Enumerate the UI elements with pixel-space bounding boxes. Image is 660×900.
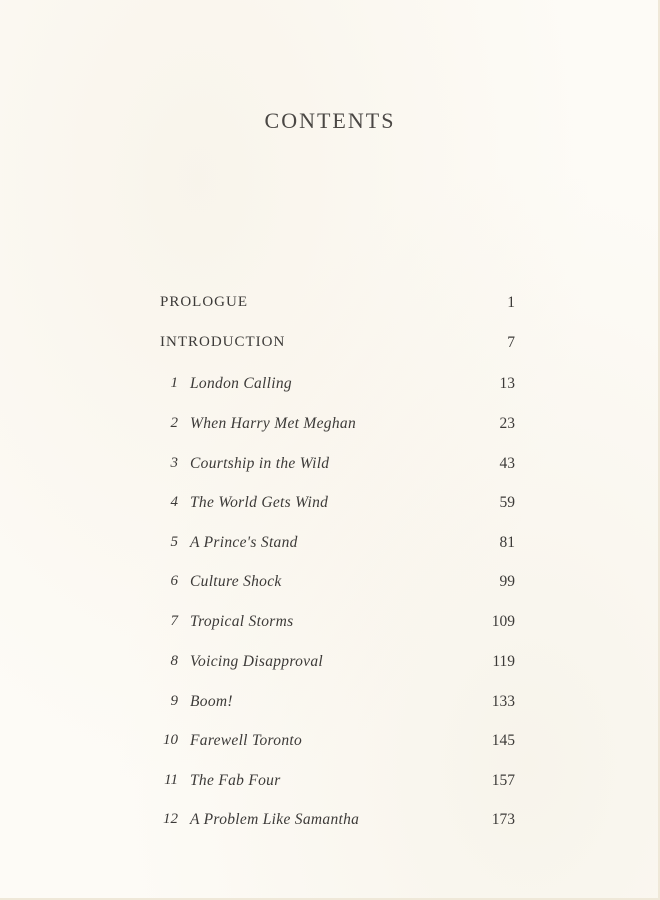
toc-entry-chapter-2 (160, 413, 520, 437)
chapter-number: 7 (170, 613, 178, 629)
entry-title: PROLOGUE (160, 294, 249, 310)
entry-page-number: 1 (507, 294, 515, 311)
toc-entry-chapter-9 (160, 691, 520, 715)
chapter-title: When Harry Met Meghan (190, 415, 356, 432)
chapter-number: 11 (164, 772, 178, 788)
entry-page-number: 119 (492, 653, 515, 670)
chapter-title: London Calling (190, 375, 292, 392)
chapter-title: Voicing Disapproval (190, 653, 323, 670)
toc-entry-introduction (160, 332, 520, 356)
entry-page-number: 43 (499, 455, 515, 472)
chapter-title: A Problem Like Samantha (190, 811, 360, 828)
toc-entry-chapter-11 (160, 770, 520, 794)
entry-page-number: 23 (499, 415, 515, 432)
contents-heading: CONTENTS (264, 108, 396, 133)
chapter-number: 4 (170, 494, 178, 510)
chapter-number: 10 (163, 732, 178, 748)
chapter-title: Culture Shock (190, 573, 282, 590)
chapter-number: 1 (170, 375, 178, 391)
entry-page-number: 81 (499, 534, 515, 551)
chapter-number: 6 (170, 573, 178, 589)
entry-page-number: 7 (507, 334, 515, 351)
entry-title: INTRODUCTION (160, 334, 286, 350)
toc-entry-chapter-10 (160, 730, 520, 754)
entry-page-number: 145 (491, 732, 515, 749)
entry-page-number: 133 (491, 693, 515, 710)
chapter-number: 3 (170, 455, 178, 471)
chapter-number: 12 (163, 811, 178, 827)
chapter-number: 2 (170, 415, 178, 431)
chapter-title: The Fab Four (190, 772, 281, 789)
entry-page-number: 13 (499, 375, 515, 392)
chapter-title: Boom! (190, 693, 233, 710)
entry-page-number: 109 (491, 613, 515, 630)
entry-page-number: 157 (491, 772, 515, 789)
entry-page-number: 173 (491, 811, 515, 828)
toc-entry-chapter-8 (160, 651, 520, 675)
toc-entry-chapter-7 (160, 611, 520, 635)
toc-entry-chapter-6 (160, 571, 520, 595)
entry-page-number: 59 (499, 494, 515, 511)
chapter-title: Farewell Toronto (190, 732, 303, 749)
chapter-number: 9 (170, 693, 178, 709)
entry-page-number: 99 (499, 573, 515, 590)
toc-entry-chapter-5 (160, 532, 520, 556)
toc-entry-chapter-1 (160, 373, 520, 397)
toc-entry-chapter-3 (160, 453, 520, 477)
toc-entry-chapter-12 (160, 809, 520, 833)
chapter-number: 8 (170, 653, 178, 669)
chapter-number: 5 (170, 534, 178, 550)
chapter-title: Courtship in the Wild (190, 455, 330, 472)
chapter-title: A Prince's Stand (190, 534, 298, 551)
chapter-title: The World Gets Wind (190, 494, 329, 511)
chapter-title: Tropical Storms (190, 613, 294, 630)
toc-entry-prologue (160, 292, 520, 316)
toc-entry-chapter-4 (160, 492, 520, 516)
